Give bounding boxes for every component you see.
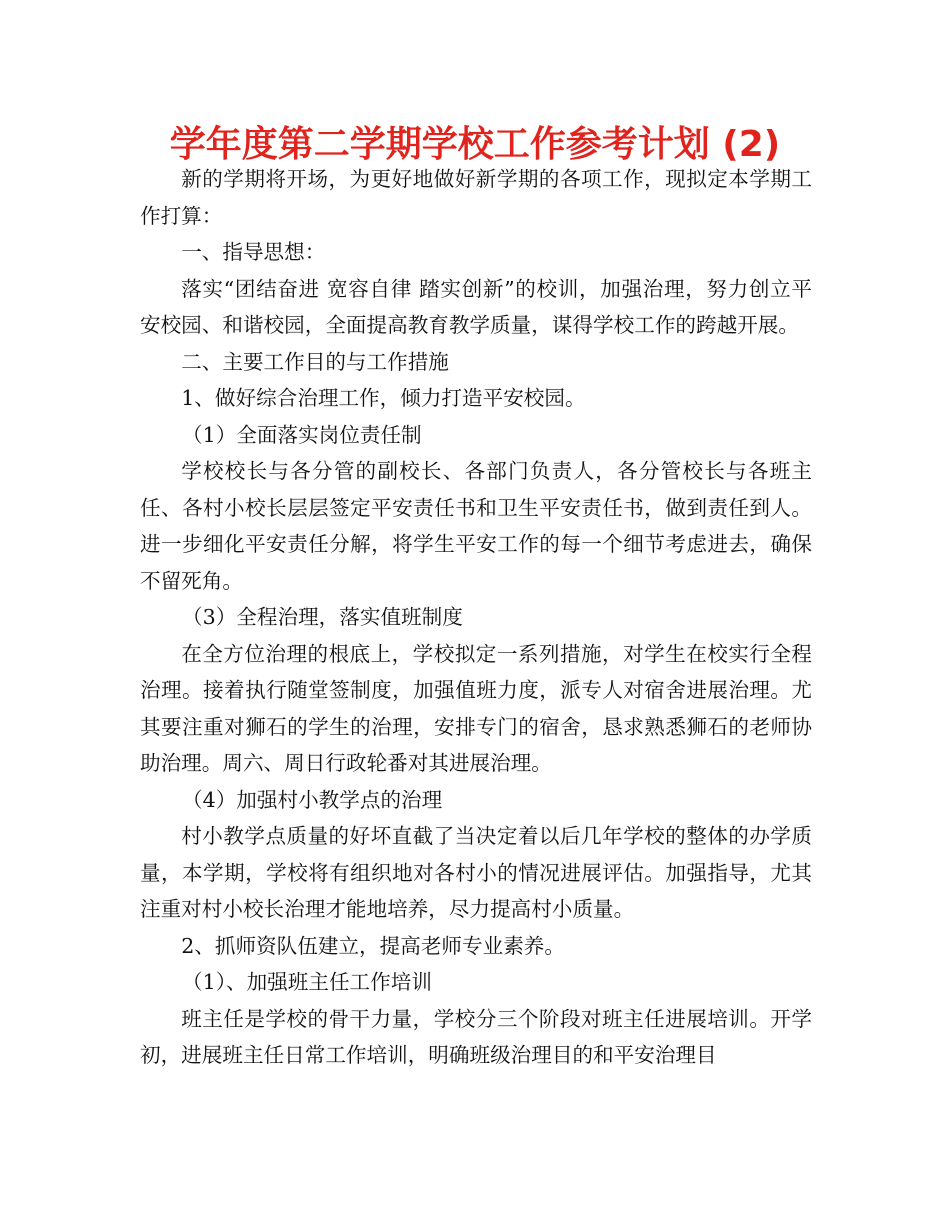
heading-main-goals: 二、主要工作目的与工作措施	[181, 349, 449, 374]
heading-teacher-team: 2、抓师资队伍建立，提高老师专业素养。	[181, 933, 565, 958]
paragraph-guiding-ideology: 落实“团结奋进 宽容自律 踏实创新”的校训，加强治理，努力创立平安校园、和谐校园，全面提高教育教学质量，谋得学校工作的跨越开展。	[140, 276, 812, 337]
heading-safety-management: 1、做好综合治理工作，倾力打造平安校园。	[181, 386, 586, 410]
subheading-responsibility-system: （1）全面落实岗位责任制	[182, 422, 422, 447]
document-body	[140, 161, 812, 1074]
document-title: 学年度第二学期学校工作参考计划 (2)	[169, 124, 781, 165]
paragraph-intro: 新的学期将开场，为更好地做好新学期的各项工作，现拟定本学期工作打算：	[140, 167, 812, 228]
heading-guiding-ideology: 一、指导思想：	[181, 240, 326, 264]
subheading-class-teacher-training: （1）、加强班主任工作培训	[182, 970, 432, 994]
paragraph-class-teacher-training: 班主任是学校的骨干力量，学校分三个阶段对班主任进展培训。开学初，进展班主任日常工作培训，明确班级治理目的和平安治理目	[140, 1006, 812, 1067]
subheading-village-schools: （4）加强村小教学点的治理	[182, 787, 443, 812]
subheading-duty-system: （3）全程治理，落实值班制度	[182, 605, 463, 629]
paragraph-village-schools: 村小教学点质量的好坏直截了当决定着以后几年学校的整体的办学质量，本学期，学校将有组织地对各村小的情况进展评估。加强指导，尤其注重对村小校长治理才能地培养，尽力提高村小质量。	[140, 824, 812, 921]
paragraph-responsibility-system: 学校校长与各分管的副校长、各部门负责人，各分管校长与各班主任、各村小校长层层签定平安责任书和卫生平安责任书，做到责任到人。进一步细化平安责任分解，将学生平安工作的每一个细节考虑进去，确保不留死角。	[140, 459, 812, 593]
paragraph-duty-system: 在全方位治理的根底上，学校拟定一系列措施，对学生在校实行全程治理。接着执行随堂签制度，加强值班力度，派专人对宿舍进展治理。尤其要注重对狮石的学生的治理，安排专门的宿舍，恳求熟悉狮石的老师协助治理。周六、周日行政轮番对其进展治理。	[140, 641, 812, 775]
